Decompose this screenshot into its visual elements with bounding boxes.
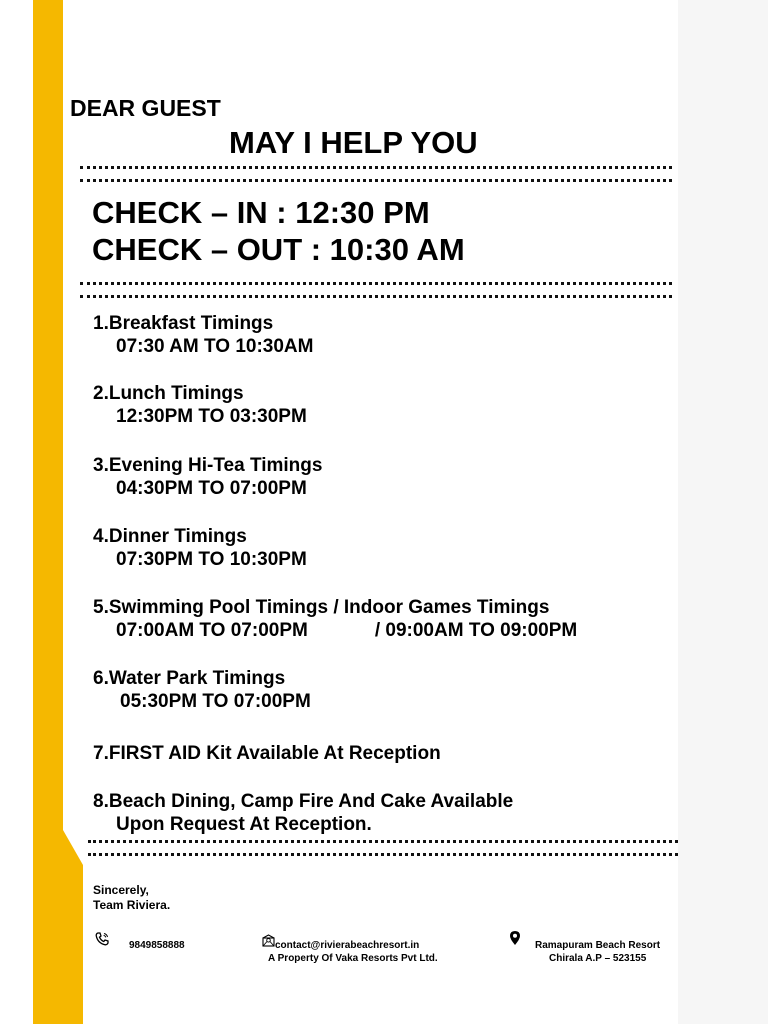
item-title: 5.Swimming Pool Timings / Indoor Games Timings [93, 597, 550, 618]
item-title: 6.Water Park Timings [93, 668, 286, 689]
item-title: 3.Evening Hi-Tea Timings [93, 455, 323, 476]
pool-time: 07:00AM TO 07:00PM [116, 620, 308, 641]
list-item [93, 790, 513, 836]
item-title: 7.FIRST AID Kit Available At Reception [93, 743, 441, 764]
email-address: contact@rivierabeachresort.in [275, 940, 420, 951]
check-out-text: CHECK – OUT : 10:30 AM [92, 232, 465, 267]
item-title: 4.Dinner Timings [93, 526, 247, 547]
closing-line-1: Sincerely, [93, 883, 149, 897]
phone-icon [95, 932, 109, 951]
item-time: 12:30PM TO 03:30PM [116, 406, 307, 427]
item-title: 2.Lunch Timings [93, 383, 244, 404]
item-time: 07:30 AM TO 10:30AM [116, 336, 314, 357]
company-name: A Property Of Vaka Resorts Pvt Ltd. [268, 953, 438, 964]
email-icon [262, 934, 275, 952]
list-item [93, 742, 441, 765]
check-in-text: CHECK – IN : 12:30 PM [92, 195, 430, 230]
phone-number: 9849858888 [129, 940, 185, 951]
list-item [93, 454, 322, 500]
list-item [93, 667, 311, 713]
item-time: Upon Request At Reception. [116, 814, 372, 835]
list-item [93, 382, 307, 428]
closing-signature [93, 883, 170, 913]
item-time [93, 619, 577, 642]
dotted-divider-2 [80, 282, 672, 298]
list-item [93, 596, 577, 642]
greeting-heading: DEAR GUEST [70, 95, 221, 121]
dotted-divider-1 [80, 166, 672, 182]
page-title: MAY I HELP YOU [229, 125, 478, 160]
item-title: 1.Breakfast Timings [93, 313, 274, 334]
item-time: 07:30PM TO 10:30PM [116, 549, 307, 570]
item-title: 8.Beach Dining, Camp Fire And Cake Available [93, 791, 514, 812]
page-edge-strip [678, 0, 768, 1024]
closing-line-2: Team Riviera. [93, 898, 171, 912]
address-line-2: Chirala A.P – 523155 [549, 953, 647, 964]
address-line-1: Ramapuram Beach Resort [535, 940, 661, 951]
dotted-divider-3 [88, 840, 678, 856]
item-time: 05:30PM TO 07:00PM [120, 691, 311, 712]
location-pin-icon [509, 930, 521, 951]
item-time: 04:30PM TO 07:00PM [116, 478, 307, 499]
list-item [93, 525, 307, 571]
list-item [93, 312, 313, 358]
games-time: / 09:00AM TO 09:00PM [374, 620, 578, 641]
